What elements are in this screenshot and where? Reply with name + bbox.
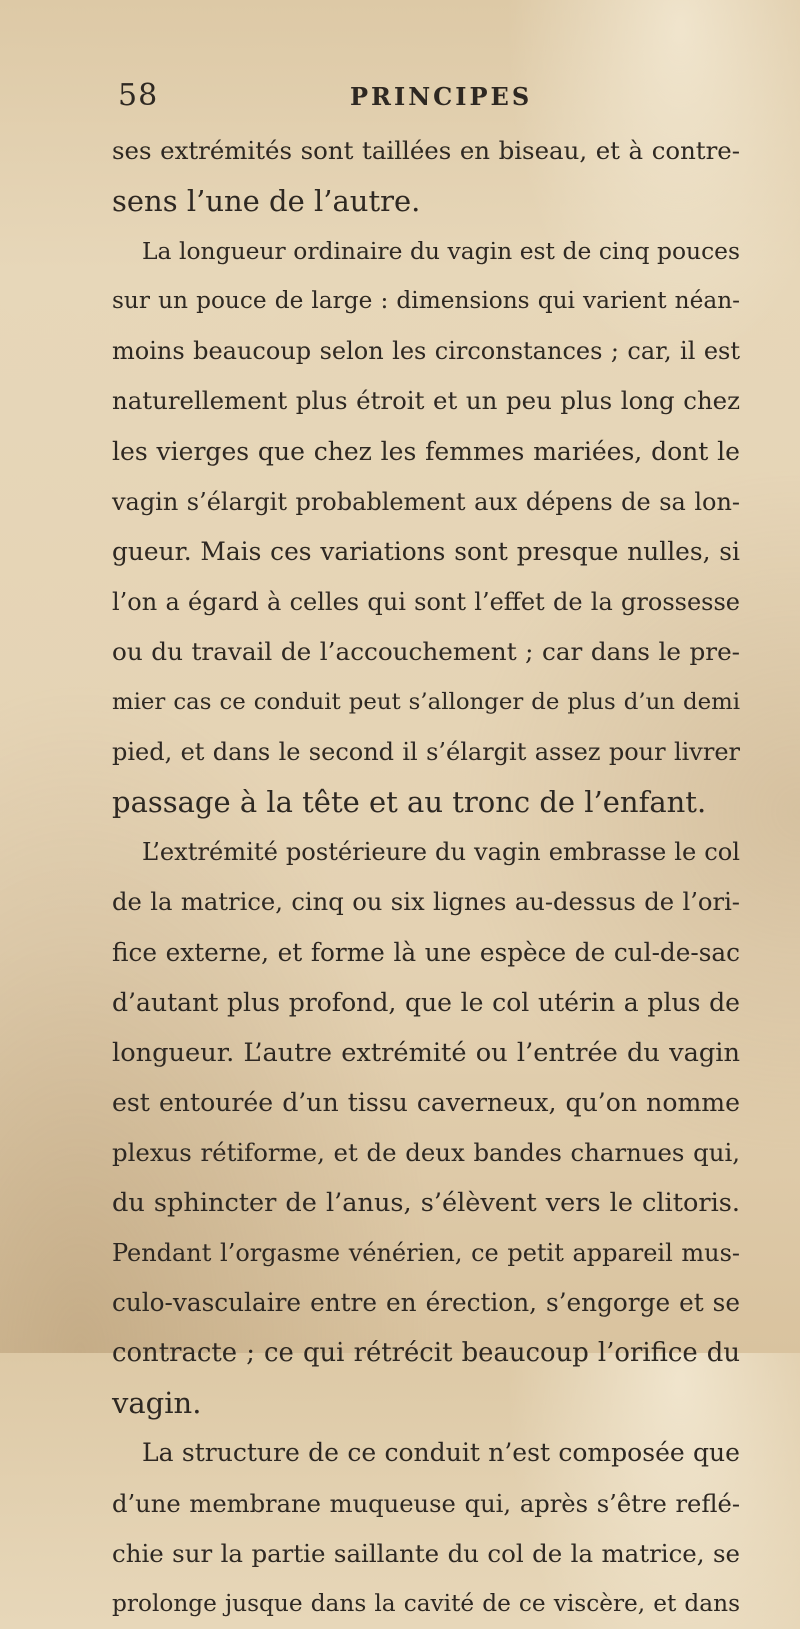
running-title: PRINCIPES <box>350 82 533 111</box>
text-line: contracte ; ce qui rétrécit beaucoup l’orifice du <box>112 1338 740 1369</box>
text-line: les vierges que chez les femmes mariées, dont le <box>112 436 740 466</box>
text-line: est entourée d’un tissu caverneux, qu’on nomme <box>112 1087 740 1117</box>
page-header <box>118 78 738 118</box>
paragraph-first-line: L’extrémité postérieure du vagin embrasse le col <box>142 838 740 867</box>
text-line: fice externe, et forme là une espèce de cul-de-sac <box>112 937 740 967</box>
text-line: sur un pouce de large : dimensions qui varient néan- <box>112 287 740 315</box>
text-line: pied, et dans le second il s’élargit assez pour livrer <box>112 738 740 767</box>
text-line: passage à la tête et au tronc de l’enfant. <box>112 785 707 820</box>
text-line: gueur. Mais ces variations sont presque nulles, si <box>112 536 740 566</box>
text-line: vagin s’élargit probablement aux dépens de sa lon- <box>112 487 740 516</box>
text-line: Pendant l’orgasme vénérien, ce petit appareil mus- <box>112 1239 740 1268</box>
text-line: prolonge jusque dans la cavité de ce viscère, et dans <box>112 1589 740 1617</box>
text-line: naturellement plus étroit et un peu plus long chez <box>112 386 740 416</box>
paragraph-first-line: La structure de ce conduit n’est composée que <box>142 1438 740 1468</box>
text-line: sens l’une de l’autre. <box>112 184 421 219</box>
text-line: chie sur la partie saillante du col de la matrice, se <box>112 1538 740 1568</box>
text-line: longueur. L’autre extrémité ou l’entrée du vagin <box>112 1037 740 1068</box>
text-line: du sphincter de l’anus, s’élèvent vers le clitoris. <box>112 1187 740 1218</box>
page-number: 58 <box>118 78 159 113</box>
text-line: mier cas ce conduit peut s’allonger de plus d’un demi <box>112 689 740 716</box>
text-line: vagin. <box>112 1386 202 1421</box>
text-line: d’autant plus profond, que le col utérin a plus de <box>112 987 740 1017</box>
text-line: ses extrémités sont taillées en biseau, et à contre- <box>112 136 740 165</box>
text-line: ou du travail de l’accouchement ; car dans le pre- <box>112 636 740 666</box>
text-line: plexus rétiforme, et de deux bandes charnues qui, <box>112 1137 740 1167</box>
text-line: culo-vasculaire entre en érection, s’engorge et se <box>112 1288 740 1318</box>
text-line: de la matrice, cinq ou six lignes au-dessus de l’ori- <box>112 888 740 917</box>
text-line: l’on a égard à celles qui sont l’effet de la grossesse <box>112 587 740 616</box>
body-text <box>112 126 740 1629</box>
text-line: moins beaucoup selon les circonstances ; car, il est <box>112 337 740 366</box>
paragraph-first-line: La longueur ordinaire du vagin est de cinq pouces <box>142 237 740 266</box>
text-line: d’une membrane muqueuse qui, après s’être reflé- <box>112 1489 740 1518</box>
